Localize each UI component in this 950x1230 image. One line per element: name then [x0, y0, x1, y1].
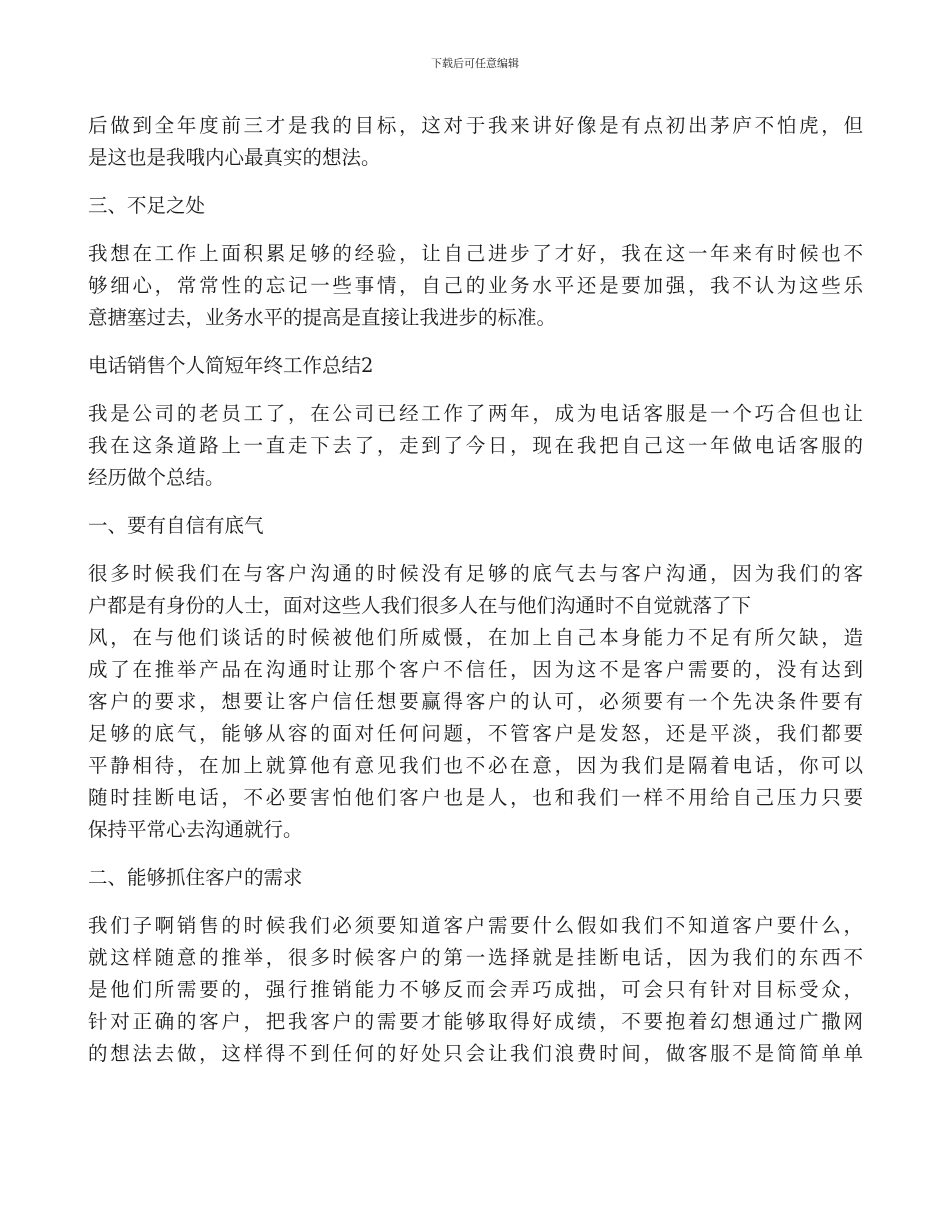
text-line: 我是公司的老员工了，在公司已经工作了两年，成为电话客服是一个巧合但也让 — [88, 402, 863, 425]
section-heading — [88, 190, 863, 222]
text-line: 户都是有身份的人士，面对这些人我们很多人在与他们沟通时不自觉就落了下 — [88, 594, 752, 617]
text-line: 就这样随意的推举，很多时候客户的第一选择就是挂断电话，因为我们的东西不 — [88, 946, 863, 969]
text-line: 针对正确的客户，把我客户的需要才能够取得好成绩，不要抱着幻想通过广撒网 — [88, 1010, 863, 1033]
page-header: 下载后可任意编辑 — [431, 57, 519, 70]
text-line: 的想法去做，这样得不到任何的好处只会让我们浪费时间，做客服不是简简单单 — [88, 1042, 863, 1065]
text-line: 后做到全年度前三才是我的目标，这对于我来讲好像是有点初出茅庐不怕虎，但 — [88, 114, 863, 137]
text-line: 成了在推举产品在沟通时让那个客户不信任，因为这不是客户需要的，没有达到 — [88, 658, 863, 681]
text-line: 客户的要求，想要让客户信任想要赢得客户的认可，必须要有一个先决条件要有 — [88, 690, 863, 713]
paragraph — [88, 558, 863, 846]
text-line: 保持平常心去沟通就行。 — [88, 818, 303, 841]
document-body — [88, 110, 863, 1086]
paragraph — [88, 398, 863, 494]
text-line: 是他们所需要的，强行推销能力不够反而会弄巧成拙，可会只有针对目标受众， — [88, 978, 863, 1001]
text-line: 随时挂断电话，不必要害怕他们客户也是人，也和我们一样不用给自己压力只要 — [88, 786, 863, 809]
text-line: 我想在工作上面积累足够的经验，让自己进步了才好，我在这一年来有时候也不 — [88, 242, 863, 265]
text-line: 我们子啊销售的时候我们必须要知道客户需要什么假如我们不知道客户要什么， — [88, 914, 863, 937]
text-line: 够细心，常常性的忘记一些事情，自己的业务水平还是要加强，我不认为这些乐 — [88, 274, 863, 297]
text-line: 二、能够抓住客户的需求 — [88, 866, 303, 889]
text-line: 电话销售个人简短年终工作总结2 — [88, 354, 374, 377]
text-line: 一、要有自信有底气 — [88, 514, 264, 537]
paragraph — [88, 110, 863, 174]
paragraph — [88, 238, 863, 334]
section-heading — [88, 862, 863, 894]
section-heading — [88, 510, 863, 542]
text-line: 我在这条道路上一直走下去了，走到了今日，现在我把自己这一年做电话客服的 — [88, 434, 863, 457]
text-line: 足够的底气，能够从容的面对任何问题，不管客户是发怒，还是平淡，我们都要 — [88, 722, 863, 745]
text-line: 很多时候我们在与客户沟通的时候没有足够的底气去与客户沟通，因为我们的客 — [88, 562, 863, 585]
text-line: 是这也是我哦内心最真实的想法。 — [88, 146, 381, 169]
text-line: 意搪塞过去，业务水平的提高是直接让我进步的标准。 — [88, 306, 557, 329]
text-line: 风，在与他们谈话的时候被他们所威慑，在加上自己本身能力不足有所欠缺，造 — [88, 626, 863, 649]
paragraph — [88, 910, 863, 1070]
text-line: 三、不足之处 — [88, 194, 206, 217]
text-line: 经历做个总结。 — [88, 466, 225, 489]
document-subtitle — [88, 350, 863, 382]
text-line: 平静相待，在加上就算他有意见我们也不必在意，因为我们是隔着电话，你可以 — [88, 754, 863, 777]
